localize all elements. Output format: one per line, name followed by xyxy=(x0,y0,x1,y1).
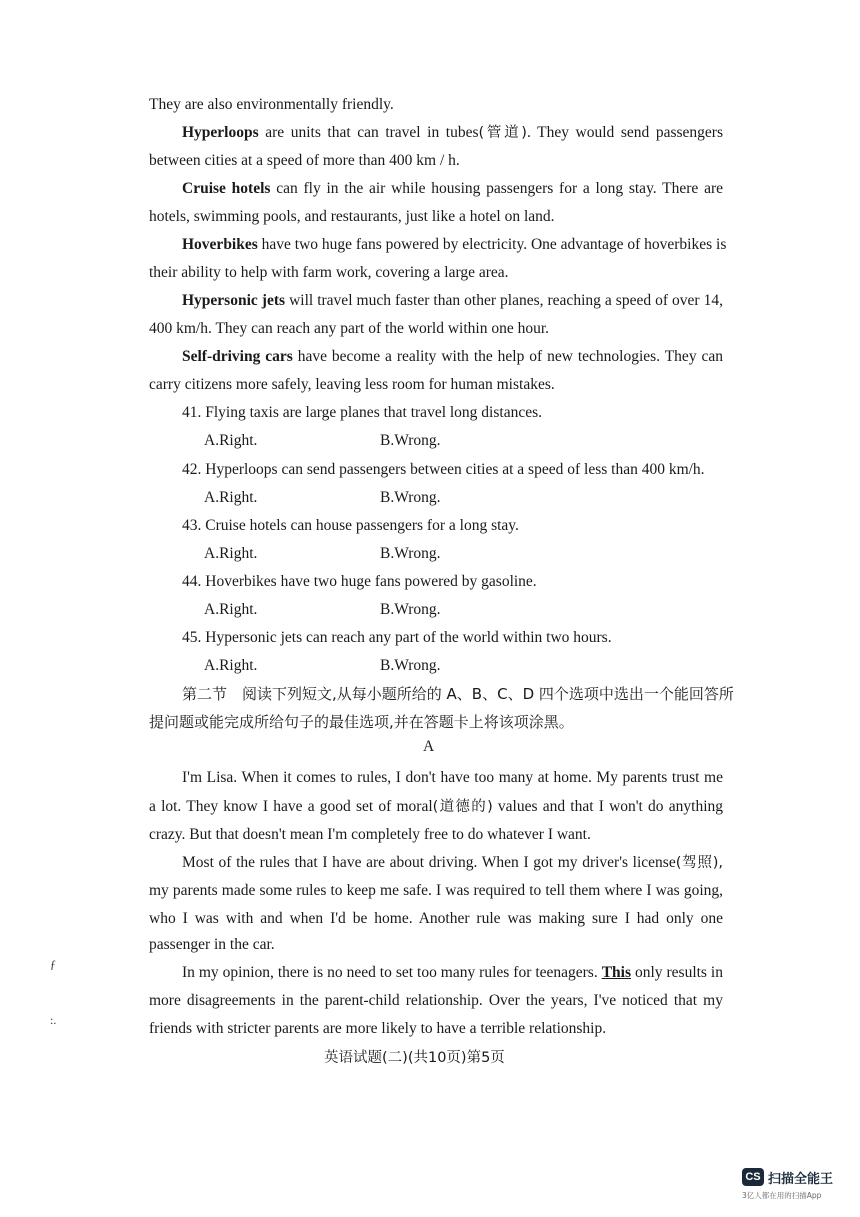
option-42-a: A.Right. xyxy=(204,489,258,506)
text: friends with stricter parents are more likely to have a terrible relationship. xyxy=(149,1020,607,1037)
section-2-instruction-2: 提问题或能完成所给句子的最佳选项,并在答题卡上将该项涂黑。 xyxy=(149,713,574,731)
page-footer: 英语试题(二)(共10页)第5页 xyxy=(324,1050,505,1066)
watermark-title: 扫描全能王 xyxy=(768,1172,834,1187)
passage-p2-line-3 xyxy=(149,909,723,929)
option-41-a: A.Right. xyxy=(204,432,258,449)
passage-p2-line-1 xyxy=(182,853,723,873)
text: 400 km/h. They can reach any part of the world within one hour. xyxy=(149,320,550,337)
option-42-b: B.Wrong. xyxy=(380,489,441,506)
text: In my opinion, there is no need to set too many rules for teenagers. xyxy=(182,964,602,981)
question-text: 44. Hoverbikes have two huge fans powered by gasoline. xyxy=(182,573,537,590)
text: can fly in the air while housing passengers for a long stay. There are xyxy=(270,180,723,197)
text: a lot. They know I have a good set of moral xyxy=(149,798,433,815)
hyperloops-line-2 xyxy=(149,151,460,171)
question-41 xyxy=(182,403,542,423)
passage-p3-line-3 xyxy=(149,1019,606,1039)
text: their ability to help with farm work, covering a large area. xyxy=(149,264,509,281)
text: . They would send passengers xyxy=(526,124,723,141)
text: between cities at a speed of more than 400 km / h. xyxy=(149,152,460,169)
text: are units that can travel in tubes xyxy=(258,124,479,141)
chinese-gloss: (管道) xyxy=(478,125,527,141)
text: They are also environmentally friendly. xyxy=(149,96,394,113)
text: passenger in the car. xyxy=(149,936,275,953)
hover-line-1 xyxy=(182,235,727,255)
option-44-b: B.Wrong. xyxy=(380,601,441,618)
question-44 xyxy=(182,572,537,592)
passage-p1-line-2 xyxy=(149,797,723,817)
question-text: 41. Flying taxis are large planes that travel long distances. xyxy=(182,404,542,421)
underlined-word: This xyxy=(601,964,631,981)
text: only results in xyxy=(631,964,723,981)
text: more disagreements in the parent-child relationship. Over the years, I've noticed that my xyxy=(149,992,723,1009)
text: Most of the rules that I have are about driving. When I got my driver's license xyxy=(182,854,676,871)
cars-line-2 xyxy=(149,375,555,395)
question-43 xyxy=(182,516,519,536)
term-self-driving-cars: Self-driving cars xyxy=(182,348,293,365)
option-44-a: A.Right. xyxy=(204,601,258,618)
text: values and that I won't do anything xyxy=(492,798,723,815)
margin-mark: ƒ xyxy=(50,957,56,971)
cruise-line-1 xyxy=(182,179,723,199)
term-hyperloops: Hyperloops xyxy=(182,124,259,141)
text: I'm Lisa. When it comes to rules, I don't have too many at home. My parents trust me xyxy=(182,769,723,786)
passage-p1-line-1 xyxy=(182,768,723,788)
passage-label: A xyxy=(423,738,435,755)
watermark-subtitle: 3亿人都在用的扫描App xyxy=(742,1191,822,1200)
jets-line-2 xyxy=(149,319,549,339)
question-text: 45. Hypersonic jets can reach any part of the world within two hours. xyxy=(182,629,612,646)
text: hotels, swimming pools, and restaurants, just like a hotel on land. xyxy=(149,208,555,225)
term-hoverbikes: Hoverbikes xyxy=(182,236,258,253)
passage-p3-line-1 xyxy=(182,963,723,983)
option-43-b: B.Wrong. xyxy=(380,545,441,562)
option-43-a: A.Right. xyxy=(204,545,258,562)
margin-mark: :. xyxy=(50,1013,57,1027)
text: will travel much faster than other planes, reaching a speed of over 14, xyxy=(285,292,723,309)
question-text: 43. Cruise hotels can house passengers for a long stay. xyxy=(182,517,519,534)
cruise-line-2 xyxy=(149,207,555,227)
section-2-instruction-1: 第二节 阅读下列短文,从每小题所给的 A、B、C、D 四个选项中选出一个能回答所 xyxy=(182,685,734,703)
hover-line-2 xyxy=(149,263,509,283)
text: have become a reality with the help of new technologies. They can xyxy=(292,348,723,365)
term-cruise-hotels: Cruise hotels xyxy=(182,180,271,197)
chinese-gloss: (道德的) xyxy=(432,799,493,815)
passage-p3-line-2 xyxy=(149,991,723,1011)
chinese-gloss: (驾照), xyxy=(675,855,723,871)
text: have two huge fans powered by electricity. One advantage of hoverbikes is xyxy=(257,236,727,253)
option-41-b: B.Wrong. xyxy=(380,432,441,449)
term-hypersonic-jets: Hypersonic jets xyxy=(182,292,286,309)
text: who I was with and when I'd be home. Another rule was making sure I had only one xyxy=(149,910,723,927)
intro-line xyxy=(149,95,394,115)
text: crazy. But that doesn't mean I'm completely free to do whatever I want. xyxy=(149,826,591,843)
passage-p2-line-2 xyxy=(149,881,723,901)
camscanner-logo-icon: CS xyxy=(742,1168,764,1186)
text: carry citizens more safely, leaving less room for human mistakes. xyxy=(149,376,555,393)
passage-p2-line-4 xyxy=(149,935,275,955)
option-45-b: B.Wrong. xyxy=(380,657,441,674)
question-45 xyxy=(182,628,612,648)
hyperloops-line-1 xyxy=(182,123,723,143)
jets-line-1 xyxy=(182,291,723,311)
question-42 xyxy=(182,460,705,480)
cars-line-1 xyxy=(182,347,723,367)
text: my parents made some rules to keep me safe. I was required to tell them where I was going, xyxy=(149,882,723,899)
option-45-a: A.Right. xyxy=(204,657,258,674)
question-text: 42. Hyperloops can send passengers between cities at a speed of less than 400 km/h. xyxy=(182,461,705,478)
passage-p1-line-3 xyxy=(149,825,591,845)
